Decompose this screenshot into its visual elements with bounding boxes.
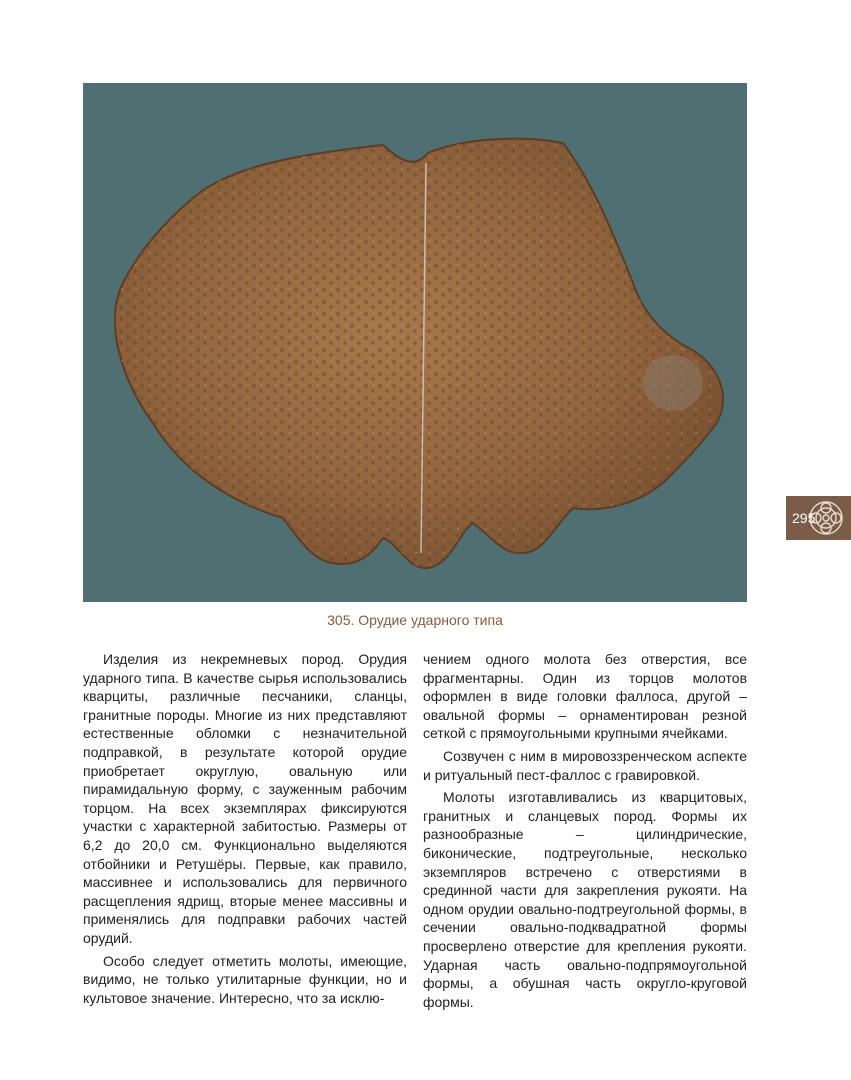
page-number: 295: [792, 510, 816, 526]
text-column-right: [423, 650, 747, 1015]
paragraph: Особо следует отметить молоты, имеющие, видимо, не только утилитарные функции, но и культовое значение. Интересно, что за исклю-: [83, 952, 407, 1006]
paragraph: Молоты изготавливались из кварцитовых, гранитных и сланцевых пород. Формы их разнообразные – цилиндрические, биконические, подтреугольные, несколько экземпляров встречено с отверстиями в срединной части для закрепления рукояти. На одном орудии овально-подтреугольной формы, в сечении овально-подквадратной формы просверлено отверстие для крепления рукояти. Ударная часть овально-подпрямоугольной формы, а обушная часть округло-круговой формы.: [423, 789, 747, 1010]
text-column-left: [83, 650, 407, 1011]
artifact-photo: [83, 83, 747, 602]
stone-tool-image: [83, 83, 747, 602]
paragraph: Изделия из некремневых пород. Орудия ударного типа. В качестве сырья использовались кварциты, различные песчаники, сланцы, гранитные породы. Многие из них представляют естественные обломки с незначительной подправкой, в результате которой орудие приобретает округлую, овальную или пирамидальную форму, с зауженным рабочим торцом. На всех экземплярах фиксируются участки с характерной забитостью. Размеры от 6,2 до 20,0 см. Функционально выделяются отбойники и Ретушёры. Первые, как правило, массивнее и использовались для первичного расщепления ядрищ, вторые менее массивны и применялись для подправки рабочих частей орудий.: [83, 651, 407, 946]
paragraph: чением одного молота без отверстия, все фрагментарны. Один из торцов молотов оформлен в виде головки фаллоса, другой – овальной формы – орнаментирован резной сеткой с прямоугольными крупными ячейками.: [423, 651, 747, 742]
paragraph: Созвучен с ним в мировоззренческом аспекте и ритуальный пест-фаллос с гравировкой.: [423, 747, 747, 783]
figure-caption: 305. Орудие ударного типа: [327, 612, 503, 628]
